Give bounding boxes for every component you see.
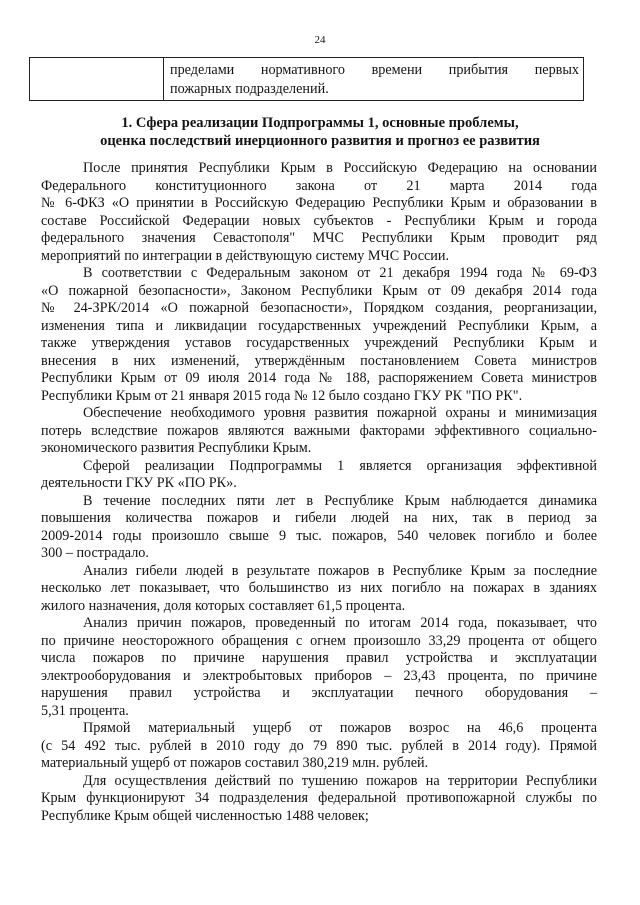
paragraph bbox=[41, 720, 597, 773]
paragraph-line: мероприятий по интеграции в действующую систему МЧС России. bbox=[41, 247, 450, 264]
paragraph bbox=[41, 265, 597, 405]
paragraph-line: После принятия Республики Крым в Российскую Федерацию на основании bbox=[83, 160, 597, 176]
paragraph-line: деятельности ГКУ РК «ПО РК». bbox=[41, 475, 237, 491]
paragraph bbox=[41, 773, 597, 826]
paragraph-line: числа пожаров по причине нарушения правил устройства и эксплуатации bbox=[41, 650, 597, 666]
paragraph-line: также утверждения уставов государственных учреждений Республики Крым и bbox=[41, 335, 597, 351]
paragraph-line: материальный ущерб от пожаров составил 380,219 млн. рублей. bbox=[41, 755, 429, 771]
paragraph-line: электрооборудования и электробытовых приборов – 23,43 процента, по причине bbox=[41, 667, 597, 684]
paragraph-line: повышения количества пожаров и гибели людей на них, так в период за bbox=[41, 510, 597, 526]
section-heading bbox=[30, 114, 610, 150]
paragraph-line: 5,31 процента. bbox=[41, 702, 129, 719]
paragraph-line: № 6-ФКЗ «О принятии в Российскую Федерацию Республики Крым и образовании в bbox=[41, 195, 597, 211]
paragraph bbox=[41, 563, 597, 616]
paragraph-line: внесения в них изменений, утверждённым постановлением Совета министров bbox=[41, 352, 597, 369]
paragraph-line: В соответствии с Федеральным законом от 21 декабря 1994 года № 69-ФЗ bbox=[83, 265, 597, 281]
paragraph-line: составе Российской Федерации новых субъектов - Республики Крым и города bbox=[41, 212, 597, 229]
table-cell-text bbox=[164, 58, 584, 101]
table-cell-line-1 bbox=[170, 61, 579, 80]
paragraph-line: Республики Крым от 09 июля 2014 года № 188, распоряжением Совета министров bbox=[41, 370, 597, 386]
table-word: первых bbox=[534, 62, 579, 78]
paragraph-line: Для осуществления действий по тушению пожаров на территории Республики bbox=[83, 772, 597, 789]
body-text bbox=[41, 160, 597, 825]
paragraph bbox=[41, 493, 597, 563]
paragraph-line: Республике Крым общей численностью 1488 человек; bbox=[41, 807, 369, 824]
paragraph-line: экономического развития Республики Крым. bbox=[41, 440, 312, 456]
paragraph-line: потерь вследствие пожаров являются важными факторами эффективного социально- bbox=[41, 422, 597, 439]
table-word: времени bbox=[371, 62, 423, 78]
paragraph-line: Анализ причин пожаров, проведенный по итогам 2014 года, показывает, что bbox=[83, 615, 597, 631]
paragraph-line: В течение последних пяти лет в Республике Крым наблюдается динамика bbox=[83, 492, 597, 509]
paragraph-line: № 24-ЗРК/2014 «О пожарной безопасности», Порядком создания, реорганизации, bbox=[41, 300, 597, 316]
paragraph-line: Обеспечение необходимого уровня развития пожарной охраны и минимизация bbox=[83, 405, 597, 421]
table-word: пределами bbox=[170, 62, 235, 78]
page-number: 24 bbox=[314, 34, 326, 46]
section-heading-line-1: 1. Сфера реализации Подпрограммы 1, основные проблемы, bbox=[121, 115, 519, 131]
paragraph-line: федерального значения Севастополя" МЧС Республики Крым проводит ряд bbox=[41, 230, 597, 246]
paragraph-line: Прямой материальный ущерб от пожаров возрос на 46,6 процента bbox=[83, 720, 597, 736]
table-word: нормативного bbox=[260, 62, 345, 78]
section-heading-line-2: оценка последствий инерционного развития и прогноз ее развития bbox=[100, 133, 540, 149]
paragraph-line: Анализ гибели людей в результате пожаров в Республике Крым за последние bbox=[83, 562, 597, 579]
paragraph-line: «О пожарной безопасности», Законом Республики Крым от 09 декабря 2014 года bbox=[41, 282, 597, 299]
table-cell-line-2: пожарных подразделений. bbox=[170, 81, 329, 97]
table-cell-empty bbox=[30, 58, 164, 101]
paragraph-line: (с 54 492 тыс. рублей в 2010 году до 79 890 тыс. рублей в 2014 году). Прямой bbox=[41, 737, 597, 754]
paragraph-line: Республики Крым от 21 января 2015 года № 12 было создано ГКУ РК "ПО РК". bbox=[41, 387, 523, 404]
paragraph-line: 2009-2014 годы произошло свыше 9 тыс. пожаров, 540 человек погибло и более bbox=[41, 527, 597, 544]
paragraph bbox=[41, 458, 597, 493]
paragraph bbox=[41, 405, 597, 458]
table-word: прибытия bbox=[448, 62, 509, 78]
paragraph-line: Федерального конституционного закона от 21 марта 2014 года bbox=[41, 177, 597, 194]
paragraph-line: 300 – пострадало. bbox=[41, 545, 149, 561]
paragraph-line: Крым функционируют 34 подразделения федеральной противопожарной службы по bbox=[41, 790, 597, 806]
paragraph bbox=[41, 160, 597, 265]
paragraph-line: по причине неосторожного обращения с огнем произошло 33,29 процента от общего bbox=[41, 632, 597, 649]
table-row bbox=[30, 58, 584, 101]
paragraph-line: Сферой реализации Подпрограммы 1 является организация эффективной bbox=[83, 457, 597, 474]
paragraph-line: изменения типа и ликвидации государственных учреждений Республики Крым, а bbox=[41, 317, 597, 334]
paragraph-line: нарушения правил устройства и эксплуатации печного оборудования – bbox=[41, 685, 597, 701]
continuation-table bbox=[29, 57, 584, 101]
paragraph bbox=[41, 615, 597, 720]
paragraph-line: жилого назначения, доля которых составляет 61,5 процента. bbox=[41, 597, 406, 614]
paragraph-line: несколько лет показывает, что большинство из них погибло на пожарах в зданиях bbox=[41, 580, 597, 596]
